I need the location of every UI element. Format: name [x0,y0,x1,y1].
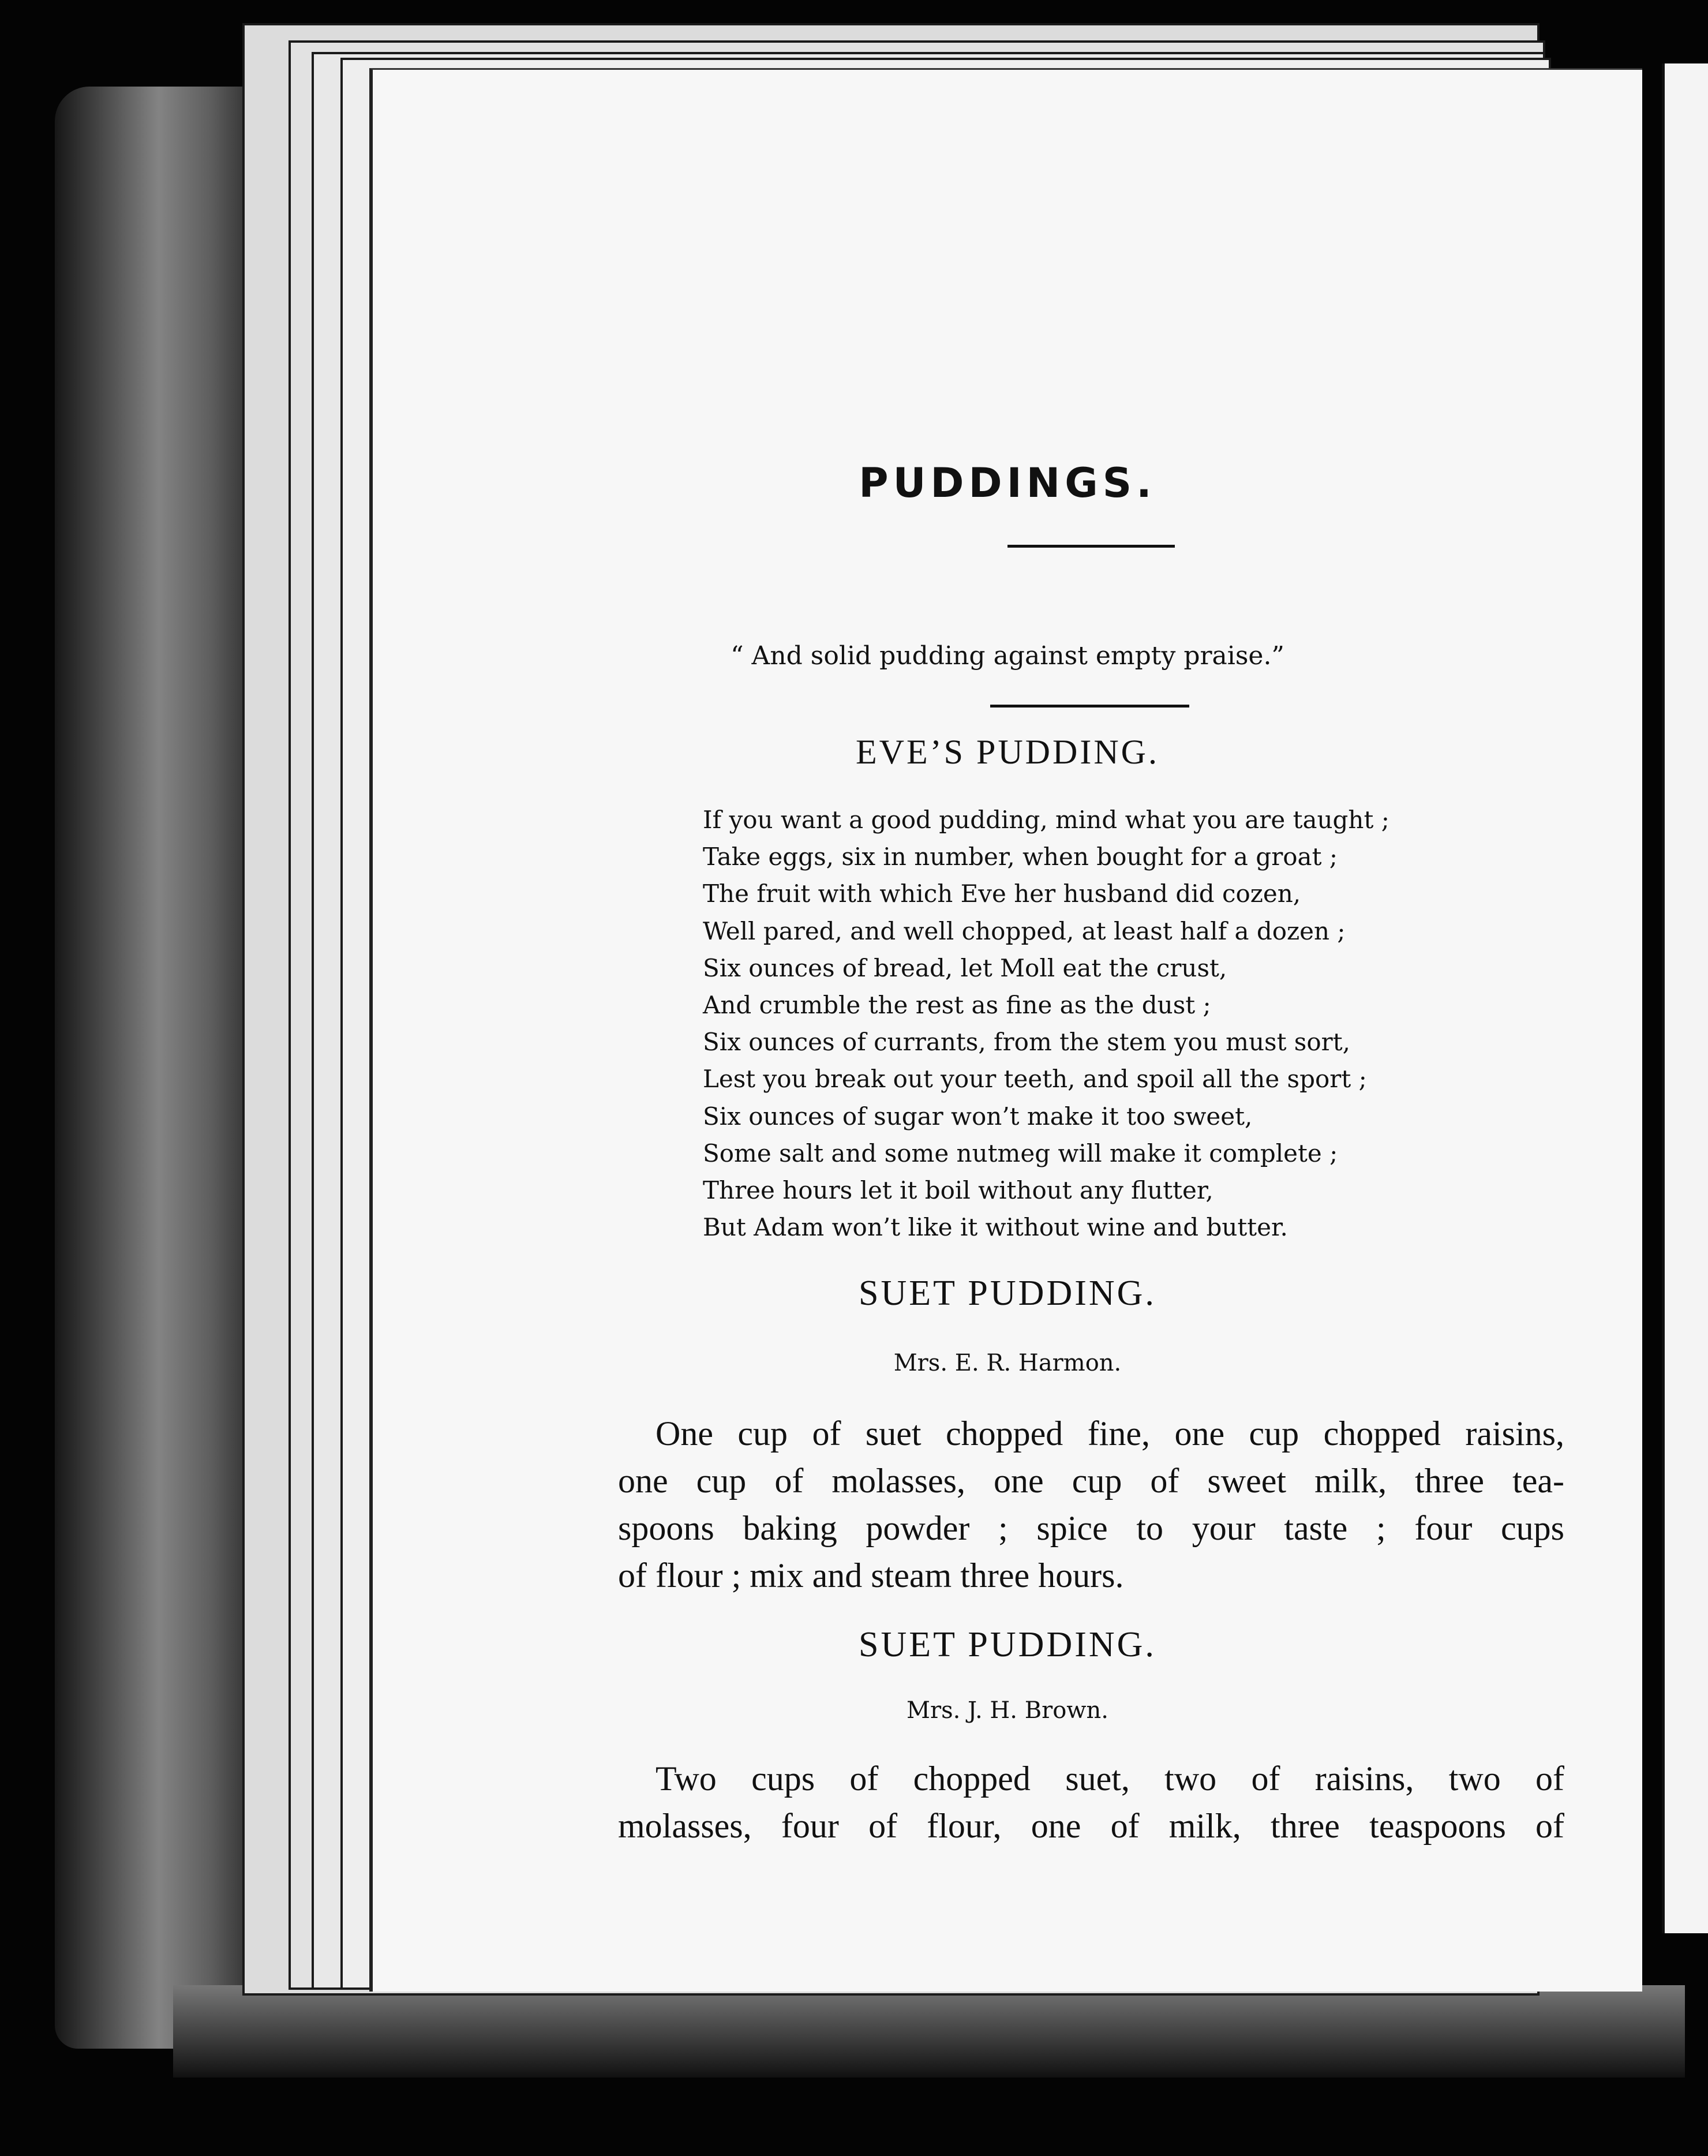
poem-line: Some salt and some nutmeg will make it complete ; [703,1139,1338,1167]
page-title: PUDDINGS. [859,459,1156,507]
recipe-line: molasses, four of flour, one of milk, three teaspoons of [618,1807,1564,1845]
poem-line: Three hours let it boil without any flutter, [703,1176,1213,1205]
poem-line: Six ounces of sugar won’t make it too sweet, [703,1102,1253,1131]
facing-page-edge [1662,63,1708,1933]
poem-line: If you want a good pudding, mind what you are taught ; [703,806,1389,834]
recipe-line: one cup of molasses, one cup of sweet milk, three tea- [618,1462,1564,1500]
epigraph: “ And solid pudding against empty praise.” [731,641,1284,671]
recipe-line: of flour ; mix and steam three hours. [618,1556,1124,1594]
book-edge-left [55,87,263,2049]
poem-line: Take eggs, six in number, when bought for a groat ; [703,843,1338,871]
suet-pudding-2-author: Mrs. J. H. Brown. [906,1697,1109,1724]
recipe-line: Two cups of chopped suet, two of raisins, two of [656,1760,1564,1798]
book-edge-bottom [173,1985,1685,2078]
poem-line: The fruit with which Eve her husband did cozen, [703,879,1301,908]
poem-line: Well pared, and well chopped, at least half a dozen ; [703,916,1346,945]
poem-line: Six ounces of bread, let Moll eat the crust, [703,953,1227,982]
eves-pudding-title: EVE’S PUDDING. [856,733,1159,771]
suet-pudding-2-title: SUET PUDDING. [859,1625,1156,1664]
poem-line: But Adam won’t like it without wine and butter. [703,1213,1288,1242]
suet-pudding-1-recipe [618,1410,1564,1599]
suet-pudding-1-author: Mrs. E. R. Harmon. [893,1350,1122,1376]
recipe-line: spoons baking powder ; spice to your taste ; four cups [618,1509,1564,1547]
suet-pudding-2-recipe [618,1755,1564,1850]
poem-line: Lest you break out your teeth, and spoil all the sport ; [703,1065,1367,1094]
book-page [369,68,1642,1992]
epigraph-rule [990,705,1189,708]
recipe-line: One cup of suet chopped fine, one cup chopped raisins, [656,1414,1564,1453]
title-rule [1007,545,1175,548]
suet-pudding-1-title: SUET PUDDING. [859,1274,1156,1313]
poem-line: Six ounces of currants, from the stem you must sort, [703,1028,1350,1057]
poem-line: And crumble the rest as fine as the dust ; [703,991,1211,1020]
eves-pudding-poem [703,802,1389,1246]
